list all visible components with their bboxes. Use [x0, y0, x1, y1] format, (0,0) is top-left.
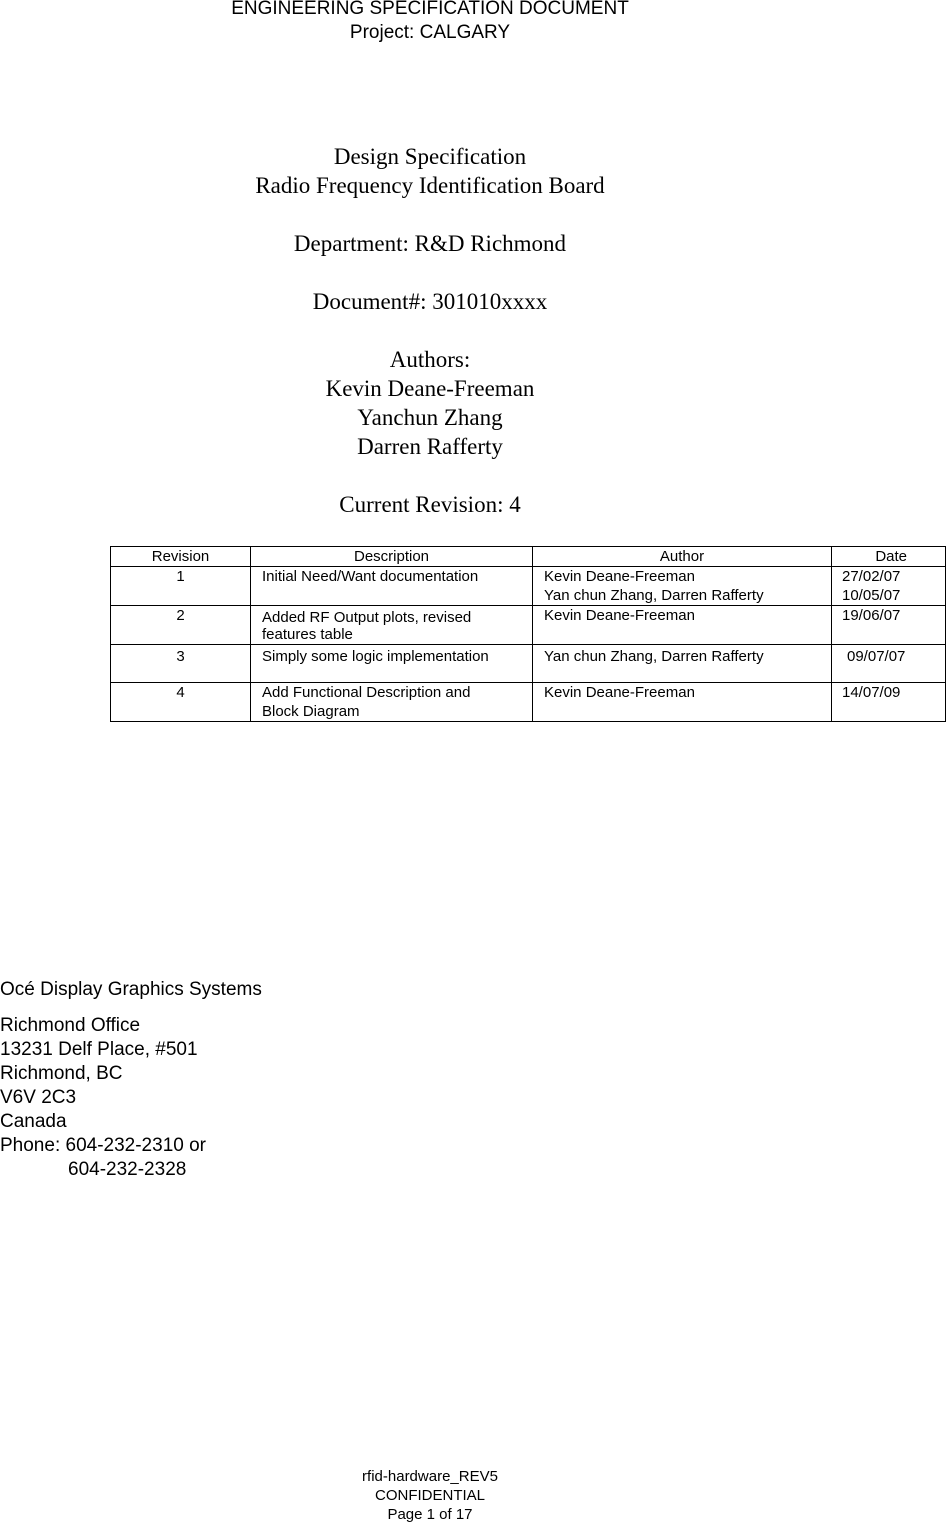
column-header-date: Date — [832, 547, 946, 567]
postal-code: V6V 2C3 — [0, 1087, 77, 1108]
table-header-row — [111, 547, 946, 567]
author-cell: Kevin Deane-Freeman — [533, 606, 832, 645]
page-number: Page 1 of 17 — [387, 1506, 473, 1523]
header-document-type: ENGINEERING SPECIFICATION DOCUMENT — [231, 0, 629, 19]
description-cell: Add Functional Description and Block Diagram — [251, 683, 533, 722]
revision-history-table — [110, 546, 946, 722]
department: Department: R&D Richmond — [293, 231, 567, 256]
description-cell: Simply some logic implementation — [251, 645, 533, 683]
author-cell: Kevin Deane-Freeman Yan chun Zhang, Darren Rafferty — [533, 567, 832, 606]
document-title: Design Specification — [333, 144, 527, 169]
country: Canada — [0, 1111, 67, 1132]
company-address — [0, 1014, 206, 1182]
column-header-revision: Revision — [111, 547, 251, 567]
description-cell: Added RF Output plots, revised features table — [251, 606, 533, 645]
footer-filename: rfid-hardware_REV5 — [362, 1468, 498, 1485]
author-cell: Kevin Deane-Freeman — [533, 683, 832, 722]
header-project: Project: CALGARY — [349, 22, 511, 43]
current-revision: Current Revision: 4 — [339, 492, 521, 517]
company-name: Océ Display Graphics Systems — [0, 979, 262, 1000]
revision-cell: 1 — [111, 567, 251, 606]
office-name: Richmond Office — [0, 1015, 141, 1036]
title-block — [0, 142, 860, 519]
city: Richmond, BC — [0, 1063, 123, 1084]
revision-cell: 3 — [111, 645, 251, 683]
author-name: Yanchun Zhang — [357, 405, 503, 430]
author-cell: Yan chun Zhang, Darren Rafferty — [533, 645, 832, 683]
description-cell: Initial Need/Want documentation — [251, 567, 533, 606]
date-cell: 19/06/07 — [832, 606, 946, 645]
author-name: Darren Rafferty — [357, 434, 503, 459]
column-header-description: Description — [251, 547, 533, 567]
date-cell: 09/07/07 — [832, 645, 946, 683]
column-header-author: Author — [533, 547, 832, 567]
authors-label: Authors: — [389, 347, 471, 372]
phone-primary: Phone: 604-232-2310 or — [0, 1135, 206, 1156]
page-footer — [0, 1467, 860, 1524]
author-name: Kevin Deane-Freeman — [325, 376, 535, 401]
table-row — [111, 567, 946, 606]
document-number: Document#: 301010xxxx — [312, 289, 548, 314]
footer-classification: CONFIDENTIAL — [374, 1487, 485, 1504]
table-row — [111, 683, 946, 722]
document-subtitle: Radio Frequency Identification Board — [255, 173, 605, 198]
revision-cell: 2 — [111, 606, 251, 645]
table-row — [111, 606, 946, 645]
table-row — [111, 645, 946, 683]
street-address: 13231 Delf Place, #501 — [0, 1039, 198, 1060]
phone-secondary: 604-232-2328 — [68, 1159, 187, 1180]
date-cell: 14/07/09 — [832, 683, 946, 722]
page-header — [0, 0, 860, 45]
revision-cell: 4 — [111, 683, 251, 722]
date-cell: 27/02/07 10/05/07 — [832, 567, 946, 606]
